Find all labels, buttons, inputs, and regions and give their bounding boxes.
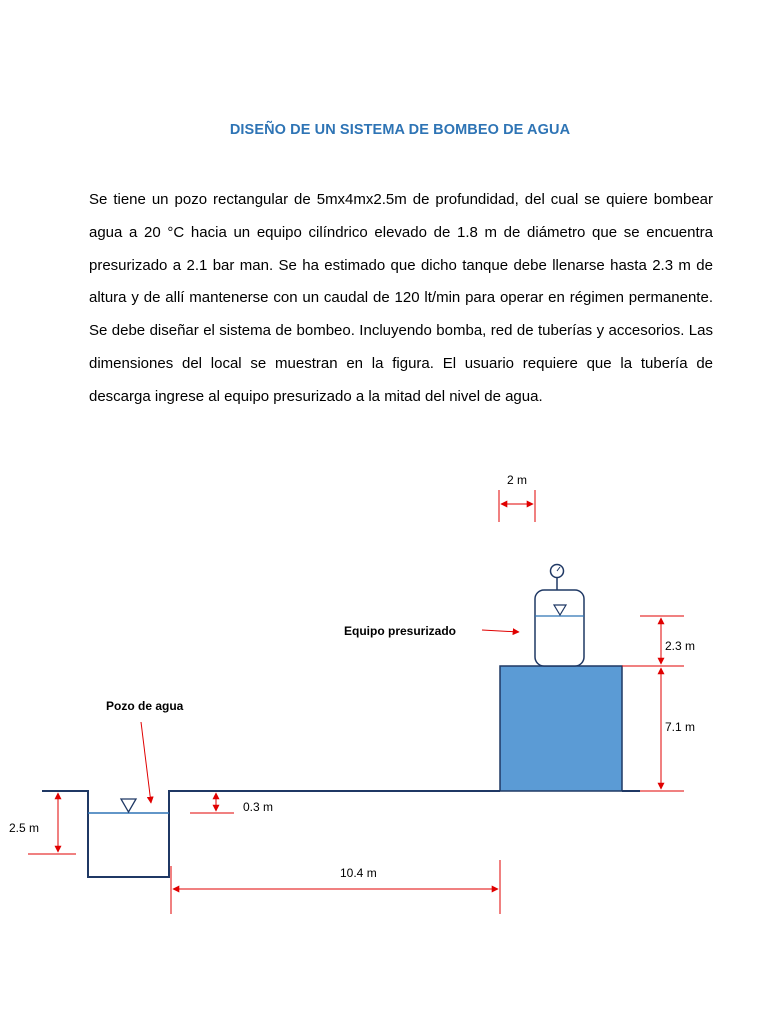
- label-2m: 2 m: [507, 473, 528, 487]
- label-equipo-presurizado: Equipo presurizado: [344, 624, 457, 638]
- label-10-4m: 10.4 m: [340, 866, 377, 880]
- document-title: DISEÑO DE UN SISTEMA DE BOMBEO DE AGUA: [229, 122, 571, 138]
- pozo-pointer-arrow: [141, 722, 151, 803]
- equipo-pointer-arrow: [482, 630, 519, 632]
- label-pozo-de-agua: Pozo de agua: [106, 699, 184, 713]
- problem-statement: Se tiene un pozo rectangular de 5mx4mx2.5m de profundidad, del cual se quiere bombear agua a 20 °C hacia un equipo cilíndrico elevado de 1.8 m de diámetro que se encuentra presurizado a 2.1 bar man. Se ha estimado que dicho tanque debe llenarse hasta 2.3 m de altura y de allí mantenerse con un caudal de 120 lt/min para operar en régimen permanente. Se debe diseñar el sistema de bombeo. Incluyendo bomba, red de tuberías y accesorios. Las dimensiones del local se muestran en la figura. El usuario requiere que la tubería de descarga ingrese al equipo presurizado a la mitad del nivel de agua.: [89, 191, 713, 405]
- label-0-3m: 0.3 m: [243, 800, 274, 814]
- elevated-platform: [500, 666, 622, 791]
- label-2-5m: 2.5 m: [9, 821, 40, 835]
- label-2-3m: 2.3 m: [665, 639, 696, 653]
- pressurized-tank: [535, 590, 584, 666]
- well-water-level-icon: [121, 799, 136, 812]
- label-7-1m: 7.1 m: [665, 720, 696, 734]
